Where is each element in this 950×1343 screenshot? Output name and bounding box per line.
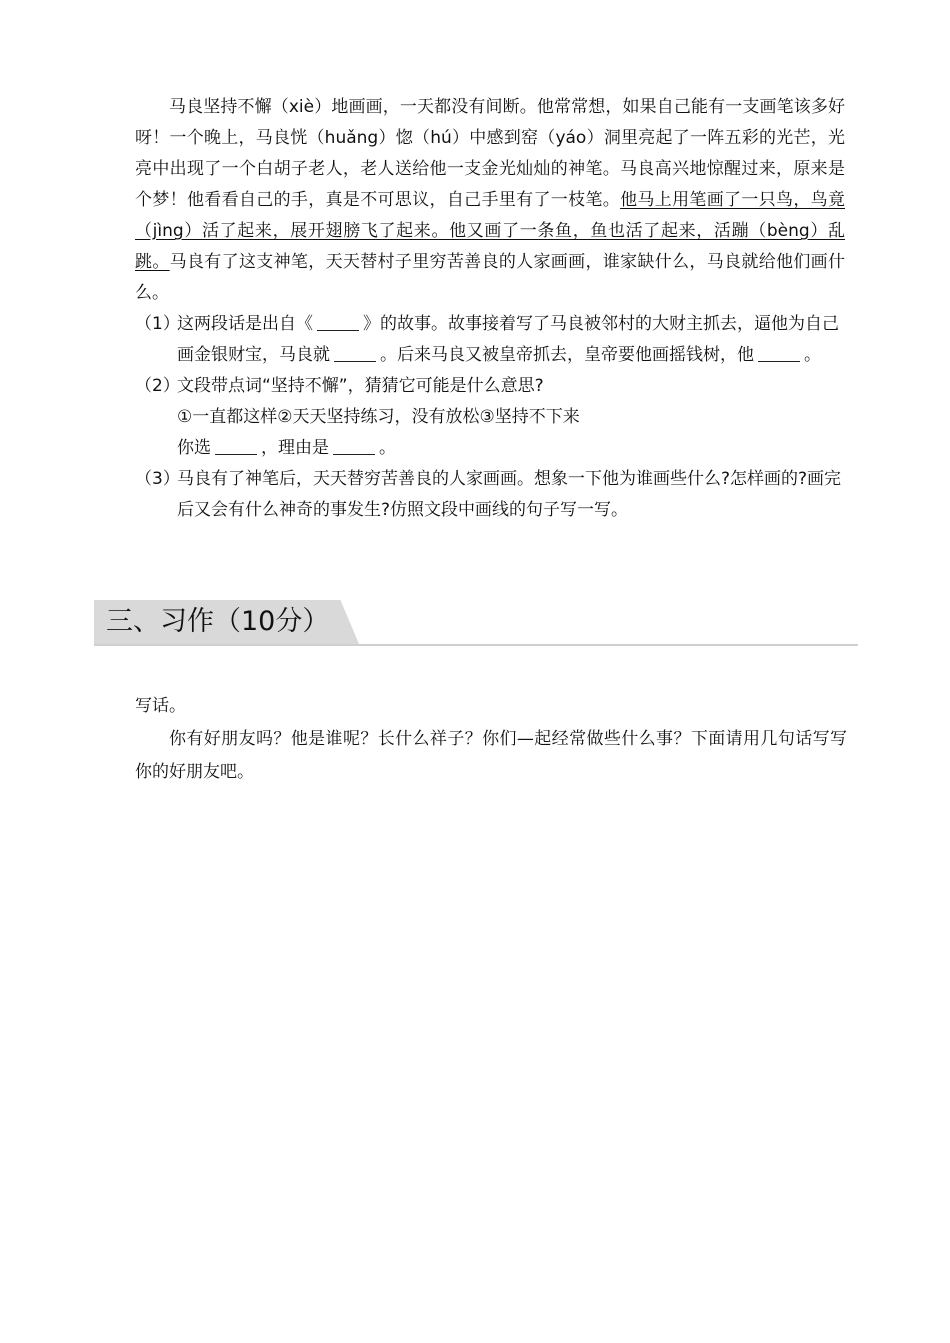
writing-task: [135, 690, 847, 789]
question-2-text-b: ，理由是: [261, 438, 329, 458]
question-1-text-d: 。: [804, 345, 821, 365]
question-2: [135, 371, 845, 464]
question-3: [135, 464, 845, 526]
question-3-text: 马良有了神笔后，天天替穷苦善良的人家画画。想象一下他为谁画些什么?怎样画的?画完后又会有什么神奇的事发生?仿照文段中画线的句子写一写。: [177, 469, 842, 520]
answer-blank-story[interactable]: [317, 312, 359, 331]
question-1-text-c: 。后来马良又被皇帝抓去，皇帝要他画摇钱树，他: [380, 345, 754, 365]
question-number: （1）: [135, 314, 180, 334]
question-1-text-b: 》的故事。故事接着写了马良被邻村的大财主抓去，逼他为自己画金银财宝，马良就: [177, 314, 839, 365]
section-title: 三、习作（10分）: [106, 606, 330, 637]
answer-blank-reason[interactable]: [333, 436, 375, 455]
question-2-text-c: 。: [379, 438, 396, 458]
question-number: （2）: [135, 376, 180, 396]
writing-label: 写话。: [135, 696, 186, 716]
question-list: [135, 309, 845, 526]
question-1-text-a: 这两段话是出自《: [177, 314, 313, 334]
question-2-text-a: 你选: [177, 438, 211, 458]
underlined-sentence: 他马上用笔画了一只鸟，鸟竟（jìng）活了起来，展开翅膀飞了起来。他又画了一条鱼，鱼也活了起来，活蹦（bèng）乱跳。: [135, 190, 846, 272]
reading-passage: [135, 92, 845, 309]
answer-blank-emperor[interactable]: [758, 343, 800, 362]
passage-paragraph: [135, 92, 845, 309]
passage-text-before: 马良坚持不懈（xiè）地画画，一天都没有间断。他常常想，如果自己能有一支画笔该多好呀！一个晚上，马良恍（huǎng）惚（hú）中感到窑（yáo）洞里亮起了一阵五彩的光芒，光亮中出现了一个白胡子老人，老人送给他一支金光灿灿的神笔。马良高兴地惊醒过来，原来是个梦！他看看自己的手，真是不可思议，自己手里有了一枝笔。: [135, 97, 845, 210]
question-2-prompt: 文段带点词“坚持不懈”，猜猜它可能是什么意思?: [177, 376, 544, 396]
question-1: [135, 309, 845, 371]
answer-blank-response[interactable]: [334, 343, 376, 362]
section-header: [94, 600, 858, 646]
question-2-options: ①一直都这样②天天坚持练习，没有放松③坚持不下来: [177, 407, 580, 427]
passage-text-after: 马良有了这支神笔，天天替村子里穷苦善良的人家画画，谁家缺什么，马良就给他们画什么。: [135, 252, 846, 303]
question-number: （3）: [135, 469, 180, 489]
section-divider: [94, 644, 858, 646]
answer-blank-choice[interactable]: [215, 436, 257, 455]
writing-prompt: 你有好朋友吗？他是谁呢？长什么祥子？你们—起经常做些什么事？下面请用几句话写写你的好朋友吧。: [135, 729, 847, 782]
question-2-answer-line: [177, 433, 845, 464]
